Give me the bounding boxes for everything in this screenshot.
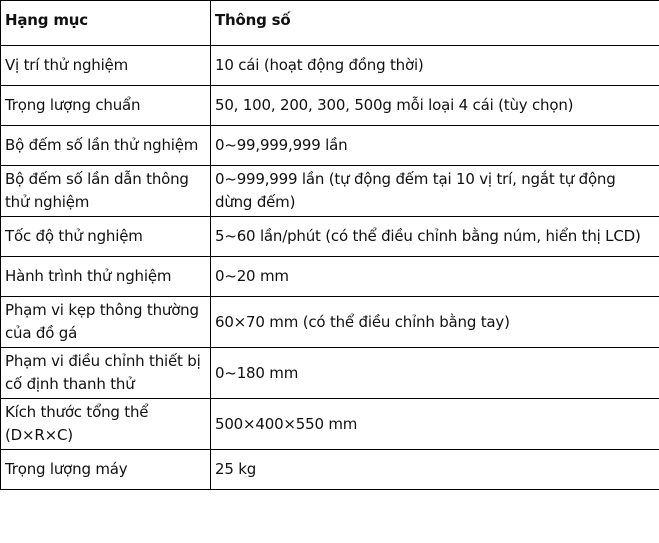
row-label: Bộ đếm số lần thử nghiệm: [1, 126, 211, 166]
table-row: [1, 86, 659, 126]
row-label: Trọng lượng chuẩn: [1, 86, 211, 126]
row-label: Vị trí thử nghiệm: [1, 46, 211, 86]
row-value: 50, 100, 200, 300, 500g mỗi loại 4 cái (tùy chọn): [211, 86, 659, 126]
table-row: [1, 257, 659, 297]
header-item: Hạng mục: [1, 1, 211, 46]
row-label: Phạm vi kẹp thông thường của đồ gá: [1, 297, 211, 348]
table-row: [1, 166, 659, 217]
table-row: [1, 399, 659, 450]
table-row: [1, 348, 659, 399]
row-value: 60×70 mm (có thể điều chỉnh bằng tay): [211, 297, 659, 348]
table-row: [1, 297, 659, 348]
row-value: 500×400×550 mm: [211, 399, 659, 450]
table-row: [1, 126, 659, 166]
row-label: Trọng lượng máy: [1, 450, 211, 490]
table-row: [1, 450, 659, 490]
row-value: 0~999,999 lần (tự động đếm tại 10 vị trí, ngắt tự động dừng đếm): [211, 166, 659, 217]
row-value: 0~99,999,999 lần: [211, 126, 659, 166]
header-spec: Thông số: [211, 1, 659, 46]
row-label: Phạm vi điều chỉnh thiết bị cố định thanh thử: [1, 348, 211, 399]
row-value: 10 cái (hoạt động đồng thời): [211, 46, 659, 86]
row-value: 0~180 mm: [211, 348, 659, 399]
row-value: 0~20 mm: [211, 257, 659, 297]
table-row: [1, 46, 659, 86]
row-value: 5~60 lần/phút (có thể điều chỉnh bằng núm, hiển thị LCD): [211, 217, 659, 257]
row-label: Bộ đếm số lần dẫn thông thử nghiệm: [1, 166, 211, 217]
row-label: Hành trình thử nghiệm: [1, 257, 211, 297]
row-value: 25 kg: [211, 450, 659, 490]
table-header-row: [1, 1, 659, 46]
row-label: Tốc độ thử nghiệm: [1, 217, 211, 257]
row-label: Kích thước tổng thể (D×R×C): [1, 399, 211, 450]
table-row: [1, 217, 659, 257]
